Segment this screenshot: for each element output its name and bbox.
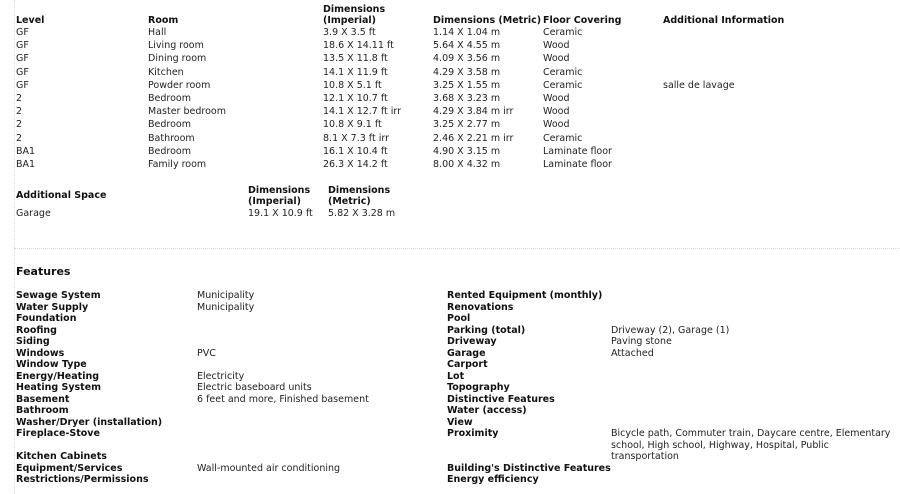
room-level-cell: GF	[16, 27, 29, 38]
feature-label: Topography	[447, 382, 510, 393]
feature-label: Window Type	[16, 359, 87, 370]
feature-row	[447, 290, 897, 302]
feature-row	[447, 463, 897, 475]
room-dim-imperial-cell: 12.1 X 10.7 ft	[323, 93, 388, 105]
feature-value: Attached	[611, 347, 654, 359]
room-dim-metric-cell: 5.64 X 4.55 m	[433, 40, 501, 52]
room-level-cell: 2	[16, 93, 23, 105]
feature-label: Windows	[16, 347, 65, 359]
feature-row	[447, 336, 897, 348]
room-row	[16, 26, 886, 39]
feature-row	[16, 382, 436, 394]
room-row	[16, 66, 886, 79]
feature-label: Equipment/Services	[16, 462, 123, 474]
addl-dim-imperial-cell: 19.1 X 10.9 ft	[248, 208, 313, 219]
feature-label: Roofing	[16, 324, 57, 336]
feature-row	[447, 348, 897, 360]
room-additional-info-cell: salle de lavage	[663, 79, 735, 91]
room-row	[16, 105, 886, 118]
room-floor-covering-cell: Wood	[543, 93, 570, 105]
feature-row	[447, 382, 897, 394]
feature-label: Water (access)	[447, 405, 527, 416]
feature-value: Bicycle path, Commuter train, Daycare centre, Elementary school, High school, Highway, Hospital, Public transportation	[611, 428, 891, 462]
feature-row	[447, 325, 897, 337]
feature-label: Renovations	[447, 301, 514, 313]
feature-value: 6 feet and more, Finished basement	[197, 393, 369, 405]
room-room-cell: Bedroom	[148, 145, 191, 157]
feature-label: Proximity	[447, 428, 499, 439]
feature-label: Carport	[447, 359, 488, 370]
feature-label: Rented Equipment (monthly)	[447, 290, 603, 301]
room-floor-covering-cell: Laminate floor	[543, 145, 612, 157]
feature-label: Garage	[447, 347, 486, 359]
additional-space-header-row	[16, 183, 428, 207]
feature-label: Parking (total)	[447, 324, 526, 336]
additional-space-row	[16, 207, 428, 220]
additional-space-table	[16, 183, 428, 220]
room-room-cell: Master bedroom	[148, 106, 226, 118]
col-level-header: Level	[16, 15, 45, 26]
room-level-cell: 2	[16, 132, 23, 144]
room-additional-info-cell	[663, 158, 886, 171]
room-dim-imperial-cell: 8.1 X 7.3 ft irr	[323, 132, 389, 144]
room-dim-imperial-cell: 16.1 X 10.4 ft	[323, 145, 388, 157]
feature-label: Building's Distinctive Features	[447, 462, 611, 474]
feature-row	[16, 325, 436, 337]
room-room-cell: Living room	[148, 40, 204, 52]
rooms-header-row	[16, 2, 886, 26]
addl-dim-metric-header: Dimensions (Metric)	[328, 185, 391, 207]
room-dim-metric-cell: 3.68 X 3.23 m	[433, 93, 501, 105]
room-row	[16, 79, 886, 92]
room-room-cell: Family room	[148, 159, 207, 171]
left-dotted-rule	[14, 0, 15, 494]
room-level-cell: 2	[16, 106, 23, 118]
feature-label: Energy/Heating	[16, 370, 100, 382]
room-row	[16, 132, 886, 145]
room-level-cell: BA1	[16, 159, 36, 171]
room-dim-metric-cell: 3.25 X 2.77 m	[433, 119, 501, 131]
feature-label: Heating System	[16, 382, 102, 393]
feature-row	[16, 451, 436, 463]
feature-row	[447, 359, 897, 371]
rooms-table	[16, 2, 886, 171]
features-left-column	[16, 290, 436, 486]
feature-value: Electric baseboard units	[197, 382, 312, 393]
feature-value: PVC	[197, 347, 216, 359]
feature-row	[16, 290, 436, 302]
col-floor-covering-header: Floor Covering	[543, 15, 622, 26]
room-additional-info-cell	[663, 105, 886, 118]
feature-label: Pool	[447, 313, 471, 324]
feature-label: Washer/Dryer (installation)	[16, 416, 163, 428]
feature-row	[447, 394, 897, 406]
feature-row	[447, 405, 897, 417]
room-room-cell: Powder room	[148, 79, 211, 91]
room-room-cell: Bedroom	[148, 119, 191, 131]
feature-row	[16, 474, 436, 486]
features-title: Features	[16, 265, 71, 278]
section-divider	[14, 248, 900, 249]
room-level-cell: GF	[16, 79, 29, 91]
room-additional-info-cell	[663, 66, 886, 79]
feature-label: Siding	[16, 336, 50, 347]
room-floor-covering-cell: Ceramic	[543, 27, 583, 38]
feature-row	[16, 302, 436, 314]
room-additional-info-cell	[663, 39, 886, 52]
feature-row	[16, 348, 436, 360]
room-dim-metric-cell: 3.25 X 1.55 m	[433, 79, 501, 91]
feature-label: Fireplace-Stove	[16, 428, 100, 439]
room-floor-covering-cell: Wood	[543, 40, 570, 52]
room-dim-imperial-cell: 3.9 X 3.5 ft	[323, 27, 376, 38]
feature-row	[447, 428, 897, 463]
feature-label: Restrictions/Permissions	[16, 474, 149, 485]
room-dim-imperial-cell: 18.6 X 14.11 ft	[323, 40, 394, 52]
room-additional-info-cell	[663, 52, 886, 65]
feature-row	[16, 371, 436, 383]
feature-label: Energy efficiency	[447, 474, 539, 485]
addl-dim-metric-cell: 5.82 X 3.28 m	[328, 208, 396, 219]
room-floor-covering-cell: Wood	[543, 119, 570, 131]
feature-row	[16, 336, 436, 348]
feature-row	[447, 302, 897, 314]
room-additional-info-cell	[663, 145, 886, 158]
feature-label: Sewage System	[16, 290, 101, 301]
feature-value: Paving stone	[611, 336, 672, 347]
room-level-cell: GF	[16, 40, 29, 52]
feature-value: Municipality	[197, 301, 255, 313]
room-level-cell: GF	[16, 66, 29, 78]
room-floor-covering-cell: Laminate floor	[543, 159, 612, 171]
col-additional-info-header: Additional Information	[663, 15, 785, 26]
feature-row	[16, 313, 436, 325]
feature-label: Basement	[16, 393, 70, 405]
room-row	[16, 92, 886, 105]
room-row	[16, 39, 886, 52]
feature-label: Foundation	[16, 313, 77, 324]
room-dim-metric-cell: 8.00 X 4.32 m	[433, 159, 501, 171]
room-additional-info-cell	[663, 132, 886, 145]
features-right-column	[447, 290, 897, 486]
room-level-cell: GF	[16, 53, 29, 65]
feature-value: Municipality	[197, 290, 255, 301]
feature-row	[447, 313, 897, 325]
room-dim-metric-cell: 2.46 X 2.21 m irr	[433, 132, 514, 144]
room-additional-info-cell	[663, 92, 886, 105]
feature-value: Driveway (2), Garage (1)	[611, 324, 730, 336]
room-room-cell: Kitchen	[148, 66, 184, 78]
room-additional-info-cell	[663, 118, 886, 131]
feature-label: Kitchen Cabinets	[16, 451, 107, 462]
feature-label	[16, 440, 197, 452]
col-room-header: Room	[148, 15, 179, 26]
feature-row	[16, 417, 436, 429]
room-room-cell: Dining room	[148, 53, 207, 65]
feature-row	[16, 428, 436, 440]
col-dim-imperial-header: Dimensions (Imperial)	[323, 4, 386, 26]
feature-row	[447, 417, 897, 429]
room-level-cell: 2	[16, 119, 23, 131]
feature-label: Distinctive Features	[447, 393, 555, 405]
feature-label: Bathroom	[16, 405, 69, 416]
room-dim-metric-cell: 4.29 X 3.84 m irr	[433, 106, 514, 118]
room-row	[16, 118, 886, 131]
feature-value: Wall-mounted air conditioning	[197, 462, 341, 474]
feature-row	[16, 440, 436, 452]
room-floor-covering-cell: Ceramic	[543, 79, 583, 91]
room-dim-imperial-cell: 26.3 X 14.2 ft	[323, 159, 388, 171]
room-dim-imperial-cell: 10.8 X 5.1 ft	[323, 79, 382, 91]
feature-row	[447, 474, 897, 486]
feature-row	[447, 371, 897, 383]
room-dim-imperial-cell: 13.5 X 11.8 ft	[323, 53, 388, 65]
room-level-cell: BA1	[16, 145, 36, 157]
addl-dim-imperial-header: Dimensions (Imperial)	[248, 185, 311, 207]
feature-label: View	[447, 416, 473, 428]
room-room-cell: Bedroom	[148, 93, 191, 105]
feature-label: Driveway	[447, 336, 497, 347]
feature-row	[16, 405, 436, 417]
feature-label: Water Supply	[16, 301, 89, 313]
room-row	[16, 158, 886, 171]
col-dim-metric-header: Dimensions (Metric)	[433, 15, 542, 26]
addl-space-cell: Garage	[16, 208, 51, 219]
room-additional-info-cell	[663, 26, 886, 39]
room-floor-covering-cell: Wood	[543, 53, 570, 65]
room-floor-covering-cell: Ceramic	[543, 132, 583, 144]
room-dim-imperial-cell: 10.8 X 9.1 ft	[323, 119, 382, 131]
additional-space-header: Additional Space	[16, 189, 107, 201]
room-dim-metric-cell: 4.90 X 3.15 m	[433, 145, 501, 157]
room-dim-imperial-cell: 14.1 X 11.9 ft	[323, 66, 388, 78]
feature-value: Electricity	[197, 370, 245, 382]
room-floor-covering-cell: Ceramic	[543, 66, 583, 78]
feature-row	[16, 463, 436, 475]
room-room-cell: Hall	[148, 27, 167, 38]
room-dim-metric-cell: 4.09 X 3.56 m	[433, 53, 501, 65]
room-dim-imperial-cell: 14.1 X 12.7 ft irr	[323, 106, 402, 118]
room-floor-covering-cell: Wood	[543, 106, 570, 118]
room-dim-metric-cell: 4.29 X 3.58 m	[433, 66, 501, 78]
room-row	[16, 52, 886, 65]
feature-label: Lot	[447, 370, 465, 382]
room-room-cell: Bathroom	[148, 132, 195, 144]
feature-row	[16, 394, 436, 406]
room-dim-metric-cell: 1.14 X 1.04 m	[433, 27, 501, 38]
feature-row	[16, 359, 436, 371]
room-row	[16, 145, 886, 158]
